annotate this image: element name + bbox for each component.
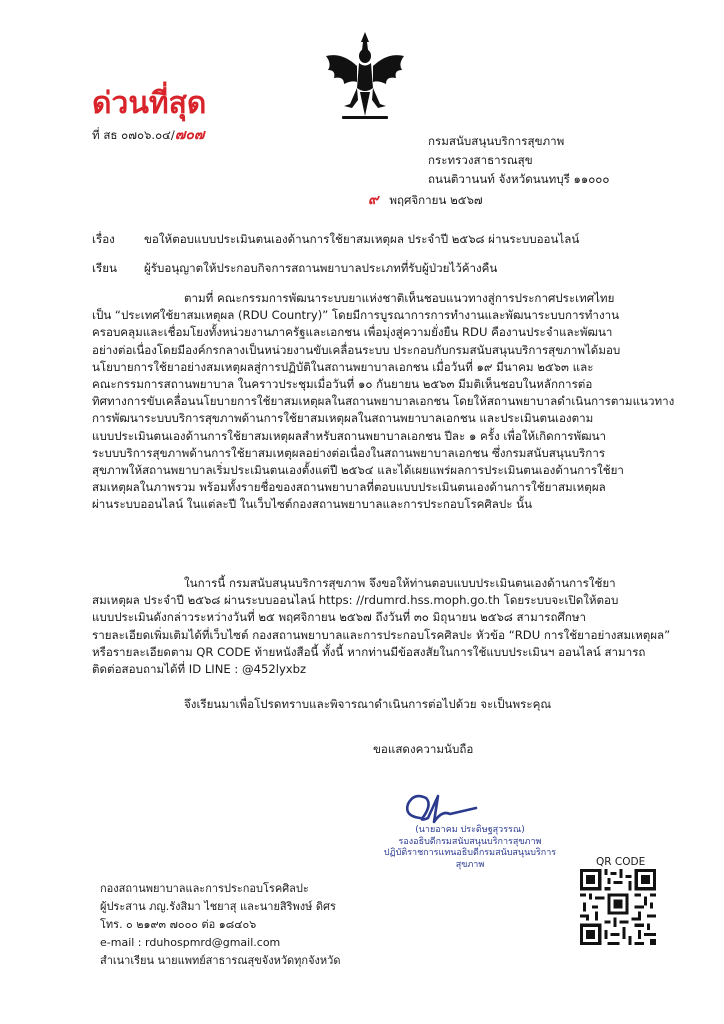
- footer-cc: สำเนาเรียน นายแพทย์สาธารณสุขจังหวัดทุกจังหวัด: [100, 954, 341, 967]
- document-number-handwritten: ๗๐๗: [174, 127, 205, 143]
- paragraph-line: ตามที่ คณะกรรมการพัฒนาระบบยาแห่งชาติเห็นชอบแนวทางสู่การประกาศประเทศไทย: [184, 291, 615, 305]
- paragraph-line: การพัฒนาระบบบริการสุขภาพด้านการใช้ยาสมเหตุผลในสถานพยาบาลเอกชน และประเมินตนเองตาม: [92, 411, 594, 426]
- paragraph-line: หรือรายละเอียดตาม QR CODE ท้ายหนังสือนี้ ทั้งนี้ หากท่านมีข้อสงสัยในการใช้แบบประเมินฯ ออนไลน์ สามารถ: [92, 644, 646, 659]
- subject-label: เรื่อง: [92, 232, 115, 246]
- garuda-emblem-icon: [322, 30, 408, 126]
- footer-email[interactable]: e-mail : rduhospmrd@gmail.com: [100, 936, 281, 949]
- footer-contact: [100, 880, 340, 970]
- recipient-label: เรียน: [92, 261, 117, 275]
- paragraph-line: ติดต่อสอบถามได้ที่ ID LINE : @452lyxbz: [92, 661, 307, 676]
- regards-line: ขอแสดงความนับถือ: [373, 742, 474, 756]
- qr-code-icon[interactable]: [580, 869, 656, 945]
- paragraph-line: ทิศทางการขับเคลื่อนนโยบายการใช้ยาสมเหตุผลในสถานพยาบาลเอกชน โดยให้สถานพยาบาลดำเนินการตามแนวทาง: [92, 394, 675, 409]
- footer-coordinators: ผู้ประสาน ภญ.รังสิมา ไชยาสุ และนายสิริพงษ์ ดิศร: [100, 900, 336, 913]
- paragraph-line: แบบประเมินตนเองด้านการใช้ยาสมเหตุผลสำหรับสถานพยาบาลเอกชน ปีละ ๑ ครั้ง เพื่อให้เกิดการพัฒนา: [92, 428, 607, 443]
- date-month-year: พฤศจิกายน ๒๕๖๗: [389, 193, 483, 207]
- subject-text: ขอให้ตอบแบบประเมินตนเองด้านการใช้ยาสมเหตุผล ประจำปี ๒๕๖๘ ผ่านระบบออนไลน์: [144, 232, 580, 246]
- paragraph-line: ผ่านระบบออนไลน์ ในแต่ละปี ในเว็บไซต์กองสถานพยาบาลและการประกอบโรคศิลปะ นั้น: [92, 497, 533, 512]
- signatory-position-1: รองอธิบดีกรมสนับสนุนบริการสุขภาพ: [398, 836, 542, 847]
- letter-date: [368, 192, 483, 209]
- document-number: [92, 127, 204, 144]
- body-paragraph-2: [92, 575, 671, 678]
- paragraph-line: สุขภาพให้สถานพยาบาลเริ่มประเมินตนเองตั้งแต่ปี ๒๕๖๔ และได้เผยแพร่ผลการประเมินตนเองด้านการใช้ยา: [92, 462, 624, 477]
- qr-code-label: QR CODE: [596, 856, 646, 868]
- paragraph-line: แบบประเมินดังกล่าวระหว่างวันที่ ๒๕ พฤศจิกายน ๒๕๖๗ ถึงวันที่ ๓๐ มิถุนายน ๒๕๖๘ สามารถศึกษา: [92, 610, 586, 625]
- recipient-text: ผู้รับอนุญาตให้ประกอบกิจการสถานพยาบาลประเภทที่รับผู้ป่วยไว้ค้างคืน: [144, 261, 498, 275]
- paragraph-line: เป็น “ประเทศใช้ยาสมเหตุผล (RDU Country)” โดยมีการบูรณาการการทำงานและพัฒนาระบบการทำงาน: [92, 308, 620, 323]
- signature-icon: [398, 788, 480, 830]
- ministry-line-1: กรมสนับสนุนบริการสุขภาพ: [428, 134, 565, 148]
- body-paragraph-1: [92, 290, 675, 513]
- paragraph-line: สมเหตุผล ประจำปี ๒๕๖๘ ผ่านระบบออนไลน์ https: //rdumrd.hss.moph.go.th โดยระบบจะเปิดให้ตอบ: [92, 593, 619, 608]
- recipient-line: [92, 260, 497, 277]
- signatory-position-2: ปฏิบัติราชการแทนอธิบดีกรมสนับสนุนบริการสุขภาพ: [383, 848, 557, 870]
- signatory-block: [370, 825, 570, 871]
- closing-line: จึงเรียนมาเพื่อโปรดทราบและพิจารณาดำเนินการต่อไปด้วย จะเป็นพระคุณ: [184, 697, 552, 711]
- footer-division: กองสถานพยาบาลและการประกอบโรคศิลปะ: [100, 882, 309, 895]
- paragraph-line: คณะกรรมการสถานพยาบาล ในคราวประชุมเมื่อวันที่ ๑๐ กันยายน ๒๕๖๓ มีมติเห็นชอบในหลักการต่อ: [92, 376, 593, 391]
- paragraph-line: นโยบายการใช้ยาอย่างสมเหตุผลสู่การปฏิบัติในสถานพยาบาลเอกชน เมื่อวันที่ ๑๙ มีนาคม ๒๕๖๓ และ: [92, 359, 594, 374]
- date-day-handwritten: ๙: [368, 192, 379, 208]
- signatory-name: (นายอาคม ประดิษฐสุวรรณ): [415, 825, 525, 835]
- urgency-stamp: ด่วนที่สุด: [92, 86, 207, 121]
- subject-line: [92, 231, 579, 248]
- ministry-line-3: ถนนติวานนท์ จังหวัดนนทบุรี ๑๑๐๐๐: [428, 172, 610, 186]
- footer-phone: โทร. ๐ ๒๑๙๓ ๗๐๐๐ ต่อ ๑๘๔๐๖: [100, 918, 257, 931]
- ministry-address: [428, 132, 609, 189]
- ministry-line-2: กระทรวงสาธารณสุข: [428, 153, 533, 167]
- paragraph-line: ระบบบริการสุขภาพด้านการใช้ยาสมเหตุผลอย่างต่อเนื่องในสถานพยาบาลเอกชน ซึ่งกรมสนับสนุนบริการ: [92, 445, 606, 460]
- paragraph-line: สมเหตุผลในภาพรวม พร้อมทั้งรายชื่อของสถานพยาบาลที่ตอบแบบประเมินตนเองด้านการใช้ยาสมเหตุผล: [92, 480, 606, 495]
- paragraph-line: ครอบคลุมและเชื่อมโยงทั้งหน่วยงานภาครัฐและเอกชน เพื่อมุ่งสู่ความยั่งยืน RDU คืองานประจำและพัฒนา: [92, 325, 613, 340]
- paragraph-line: อย่างต่อเนื่องโดยมีองค์กรกลางเป็นหน่วยงานขับเคลื่อนระบบ ประกอบกับกรมสนับสนุนบริการสุขภาพได้มอบ: [92, 342, 621, 357]
- document-number-prefix: ที่ สธ ๐๗๐๖.๐๔/: [92, 128, 175, 142]
- paragraph-line: ในการนี้ กรมสนับสนุนบริการสุขภาพ จึงขอให้ท่านตอบแบบประเมินตนเองด้านการใช้ยา: [184, 576, 616, 590]
- paragraph-line: รายละเอียดเพิ่มเติมได้ที่เว็บไซต์ กองสถานพยาบาลและการประกอบโรคศิลปะ หัวข้อ “RDU การใช้ยาอย่างสมเหตุผล”: [92, 627, 671, 642]
